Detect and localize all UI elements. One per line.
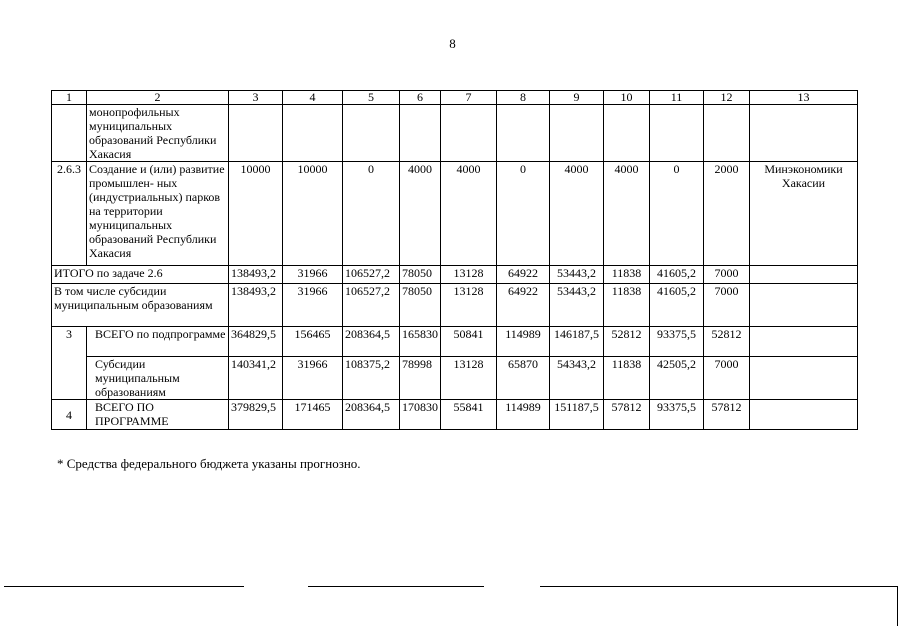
row-executor [750,266,858,284]
cell: 31966 [283,266,343,284]
cell: 78050 [400,284,441,327]
cell: 138493,2 [229,284,283,327]
cell [283,105,343,162]
table-row [52,162,858,266]
column-number: 7 [441,91,497,105]
cell: 170830 [400,400,441,430]
column-number: 2 [87,91,229,105]
table-row [52,357,858,400]
column-number: 3 [229,91,283,105]
scan-line [308,586,484,587]
cell [343,105,400,162]
cell: 151187,5 [550,400,604,430]
cell: 4000 [604,162,650,266]
cell: 0 [497,162,550,266]
cell: 0 [343,162,400,266]
cell: 364829,5 [229,327,283,357]
column-number: 9 [550,91,604,105]
cell: 41605,2 [650,266,704,284]
row-executor [750,284,858,327]
cell: 106527,2 [343,284,400,327]
row-name: Создание и (или) развитие промышлен- ных (индустриальных) парков на территории муниципальных образований Республики Хакасия [87,162,229,266]
column-number: 6 [400,91,441,105]
column-number: 4 [283,91,343,105]
column-number: 10 [604,91,650,105]
cell: 4000 [550,162,604,266]
cell: 42505,2 [650,357,704,400]
cell: 93375,5 [650,327,704,357]
cell: 7000 [704,284,750,327]
cell: 156465 [283,327,343,357]
cell [497,105,550,162]
cell: 55841 [441,400,497,430]
row-executor [750,327,858,357]
column-number: 11 [650,91,704,105]
row-label: В том числе субсидии муниципальным образованиям [52,284,229,327]
scan-line [4,586,244,587]
cell [441,105,497,162]
cell: 31966 [283,284,343,327]
cell: 106527,2 [343,266,400,284]
column-number-row [52,91,858,105]
table-row [52,400,858,430]
cell: 13128 [441,266,497,284]
row-name: ВСЕГО ПО ПРОГРАММЕ [87,400,229,430]
row-label: ИТОГО по задаче 2.6 [52,266,229,284]
row-name: монопрофильных муниципальных образований Республики Хакасия [87,105,229,162]
cell [550,105,604,162]
cell: 64922 [497,284,550,327]
cell: 208364,5 [343,327,400,357]
column-number: 1 [52,91,87,105]
row-code: 4 [52,400,87,430]
cell: 0 [650,162,704,266]
cell: 140341,2 [229,357,283,400]
cell: 93375,5 [650,400,704,430]
row-name: Субсидии муниципальным образованиям [87,357,229,400]
scan-line [540,586,898,587]
cell: 50841 [441,327,497,357]
cell: 7000 [704,266,750,284]
cell: 11838 [604,284,650,327]
column-number: 13 [750,91,858,105]
cell: 108375,2 [343,357,400,400]
table-row [52,105,858,162]
footnote: * Средства федерального бюджета указаны прогнозно. [57,456,361,471]
cell: 41605,2 [650,284,704,327]
column-number: 5 [343,91,400,105]
cell: 11838 [604,266,650,284]
cell: 57812 [704,400,750,430]
table-row [52,266,858,284]
column-number: 12 [704,91,750,105]
cell: 171465 [283,400,343,430]
cell: 64922 [497,266,550,284]
cell: 10000 [229,162,283,266]
cell: 54343,2 [550,357,604,400]
cell: 138493,2 [229,266,283,284]
cell: 4000 [400,162,441,266]
cell: 65870 [497,357,550,400]
cell: 53443,2 [550,266,604,284]
cell: 4000 [441,162,497,266]
cell: 2000 [704,162,750,266]
cell: 52812 [604,327,650,357]
row-executor [750,105,858,162]
cell [650,105,704,162]
page-number: 8 [449,36,456,51]
cell: 31966 [283,357,343,400]
cell [229,105,283,162]
cell: 165830 [400,327,441,357]
row-executor: Минэкономики Хакасии [750,162,858,266]
cell: 13128 [441,357,497,400]
row-code: 2.6.3 [52,162,87,266]
scan-line [897,586,898,626]
row-code [52,105,87,162]
budget-table [51,90,858,430]
cell: 78998 [400,357,441,400]
row-name: ВСЕГО по подпрограмме [87,327,229,357]
cell: 146187,5 [550,327,604,357]
cell: 13128 [441,284,497,327]
cell: 114989 [497,327,550,357]
cell: 52812 [704,327,750,357]
cell: 10000 [283,162,343,266]
cell: 53443,2 [550,284,604,327]
column-number: 8 [497,91,550,105]
row-executor [750,357,858,400]
row-executor [750,400,858,430]
cell: 114989 [497,400,550,430]
cell: 208364,5 [343,400,400,430]
cell [400,105,441,162]
cell [704,105,750,162]
cell [604,105,650,162]
row-code: 3 [52,327,87,400]
cell: 78050 [400,266,441,284]
cell: 11838 [604,357,650,400]
cell: 379829,5 [229,400,283,430]
table-row [52,327,858,357]
cell: 7000 [704,357,750,400]
table-row [52,284,858,327]
cell: 57812 [604,400,650,430]
